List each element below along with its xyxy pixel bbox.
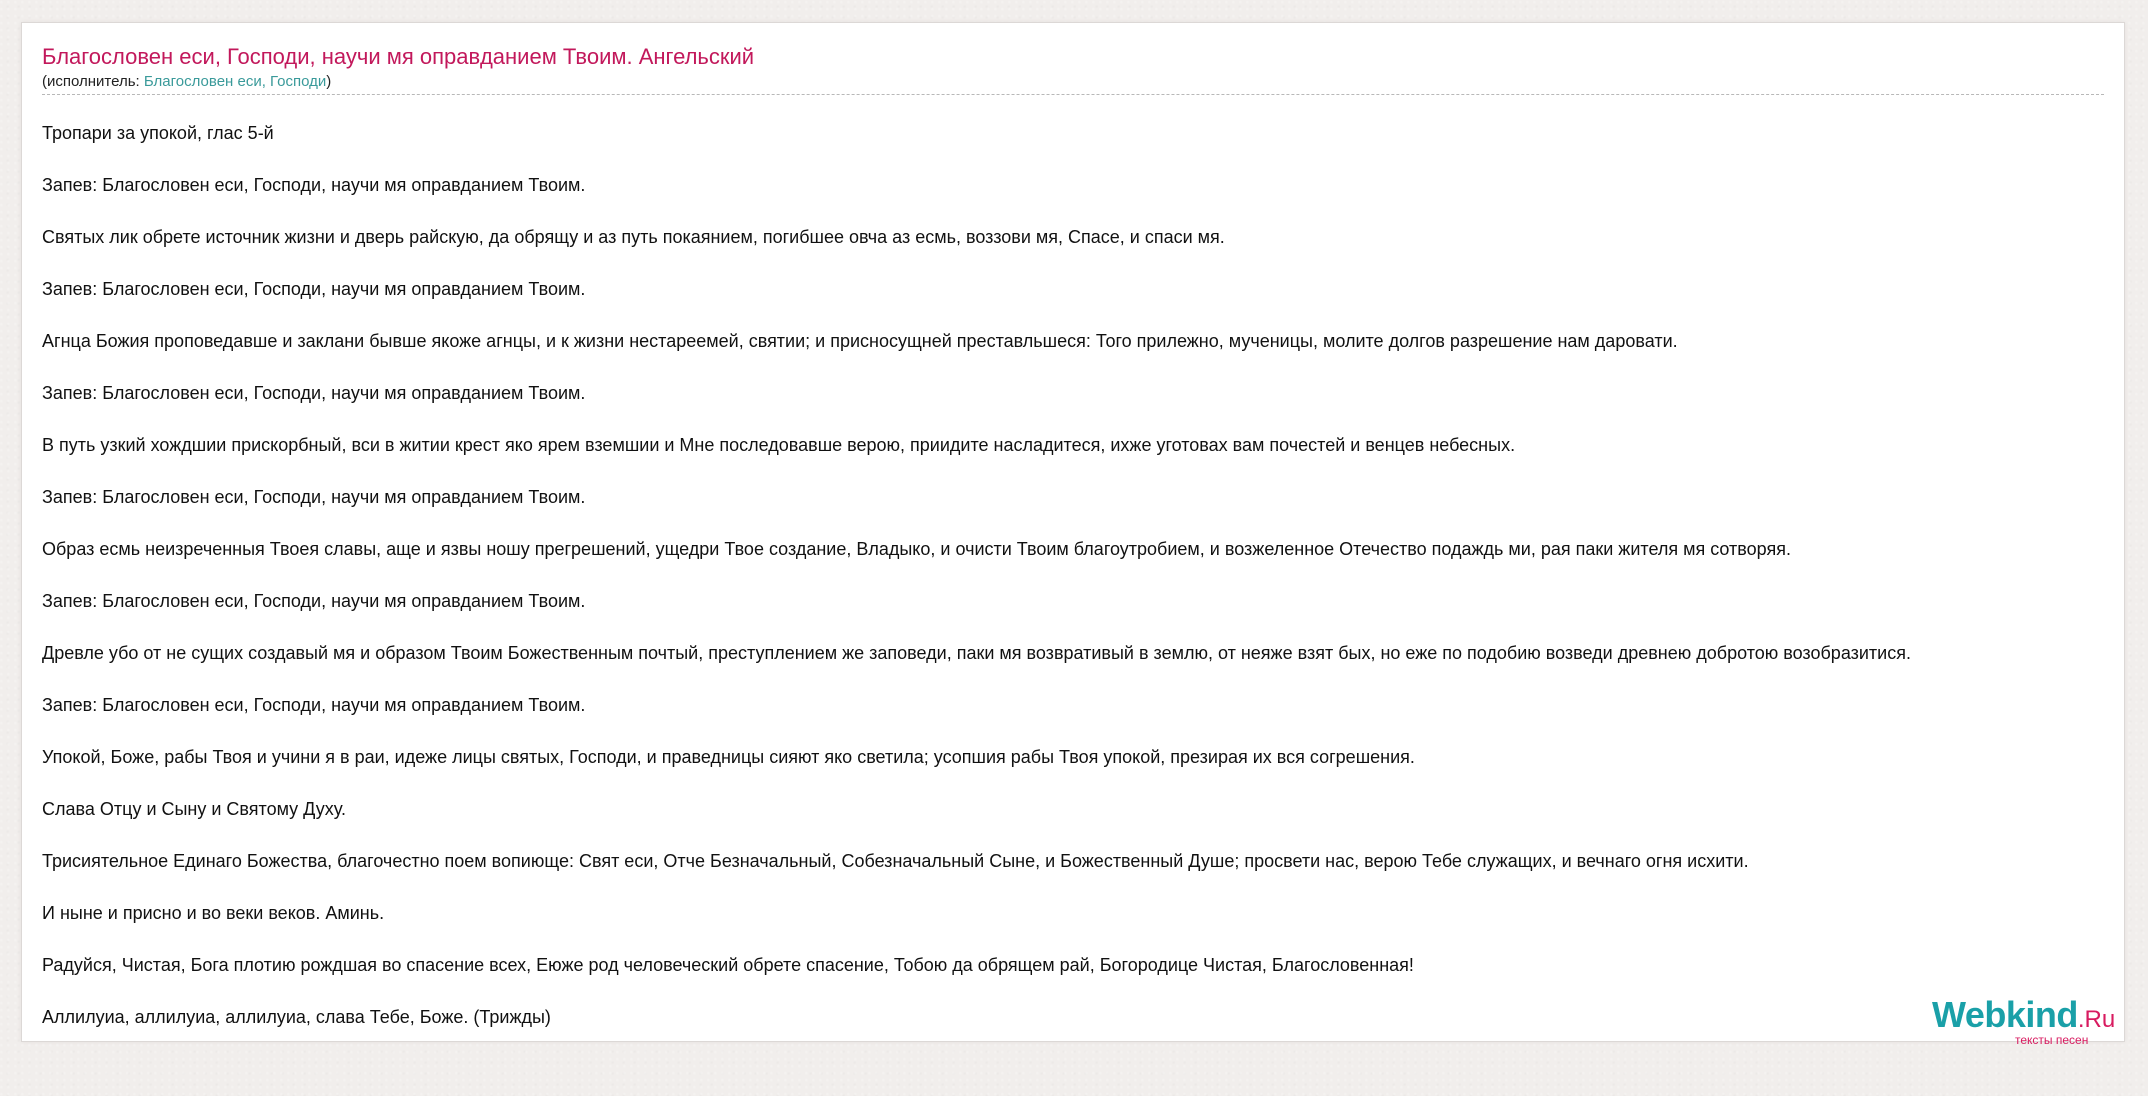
lyric-line: Тропари за упокой, глас 5-й	[42, 123, 274, 143]
lyric-line: Святых лик обрете источник жизни и дверь райскую, да обрящу и аз путь покаянием, погибшее овча аз есмь, воззови мя, Спасе, и спаси мя.	[42, 227, 1225, 247]
lyric-line: Упокой, Боже, рабы Твоя и учини я в раи, идеже лицы святых, Господи, и праведницы сияют яко светила; усопшия рабы Твоя упокой, презирая их вся согрешения.	[42, 747, 1415, 767]
lyric-line: Запев: Благословен еси, Господи, научи мя оправданием Твоим.	[42, 383, 586, 403]
performer-prefix: (исполнитель:	[42, 73, 144, 90]
performer-link[interactable]: Благословен еси, Господи	[143, 73, 327, 90]
logo-ru-text: .Ru	[2077, 1006, 2116, 1033]
logo-main-text: Webkind	[1932, 994, 2078, 1035]
lyric-line: В путь узкий хождшии прискорбный, вси в житии крест яко ярем вземшии и Мне последовавше верою, приидите насладитеся, ихже уготовах вам почестей и венцев небесных.	[42, 435, 1516, 455]
lyric-line: Агнца Божия проповедавше и заклани бывше якоже агнцы, и к жизни нестареемей, святии; и присносущней преставльшеся: Того прилежно, мученицы, молите долгов разрешение нам даровати.	[42, 331, 1678, 351]
song-title: Благословен еси, Господи, научи мя оправданием Твоим. Ангельский	[42, 44, 755, 69]
lyric-line: Запев: Благословен еси, Господи, научи мя оправданием Твоим.	[42, 695, 586, 715]
lyric-line: Трисиятельное Единаго Божества, благочестно поем вопиюще: Свят еси, Отче Безначальный, Собезначальный Сыне, и Божественный Душе; просвети нас, верою Тебе служащих, и вечнаго огня исхити.	[42, 851, 1749, 871]
lyric-line: Запев: Благословен еси, Господи, научи мя оправданием Твоим.	[42, 175, 586, 195]
logo-subtitle: тексты песен	[2015, 1033, 2089, 1047]
lyrics-panel	[21, 22, 2125, 1047]
performer-suffix: )	[326, 73, 332, 90]
lyric-line: Аллилуиа, аллилуиа, аллилуиа, слава Тебе, Боже. (Трижды)	[42, 1007, 551, 1027]
performer-line	[42, 73, 331, 91]
lyric-line: Запев: Благословен еси, Господи, научи мя оправданием Твоим.	[42, 487, 586, 507]
lyric-line: Запев: Благословен еси, Господи, научи мя оправданием Твоим.	[42, 591, 586, 611]
title-divider	[42, 94, 2104, 95]
lyrics-body	[42, 107, 2124, 1043]
lyric-line: И ныне и присно и во веки веков. Аминь.	[42, 903, 385, 923]
lyric-line: Слава Отцу и Сыну и Святому Духу.	[42, 799, 346, 819]
lyric-line: Запев: Благословен еси, Господи, научи мя оправданием Твоим.	[42, 279, 586, 299]
lyric-line: Древле убо от не сущих создавый мя и образом Твоим Божественным почтый, преступлением же заповеди, паки мя возвративый в землю, от неяже взят бых, но еже по подобию возведи древнею добротою возобразитися.	[42, 643, 1911, 663]
webkind-logo[interactable]	[1932, 995, 2132, 1045]
lyric-line: Радуйся, Чистая, Бога плотию рождшая во спасение всех, Еюже род человеческий обрете спасение, Тобою да обрящем рай, Богородице Чистая, Благословенная!	[42, 955, 1414, 975]
lyric-line: Образ есмь неизреченныя Твоея славы, аще и язвы ношу прегрешений, ущедри Твое создание, Владыко, и очисти Твоим благоутробием, и возжеленное Отечество подаждь ми, рая паки жителя мя сотворяя.	[42, 539, 1791, 559]
